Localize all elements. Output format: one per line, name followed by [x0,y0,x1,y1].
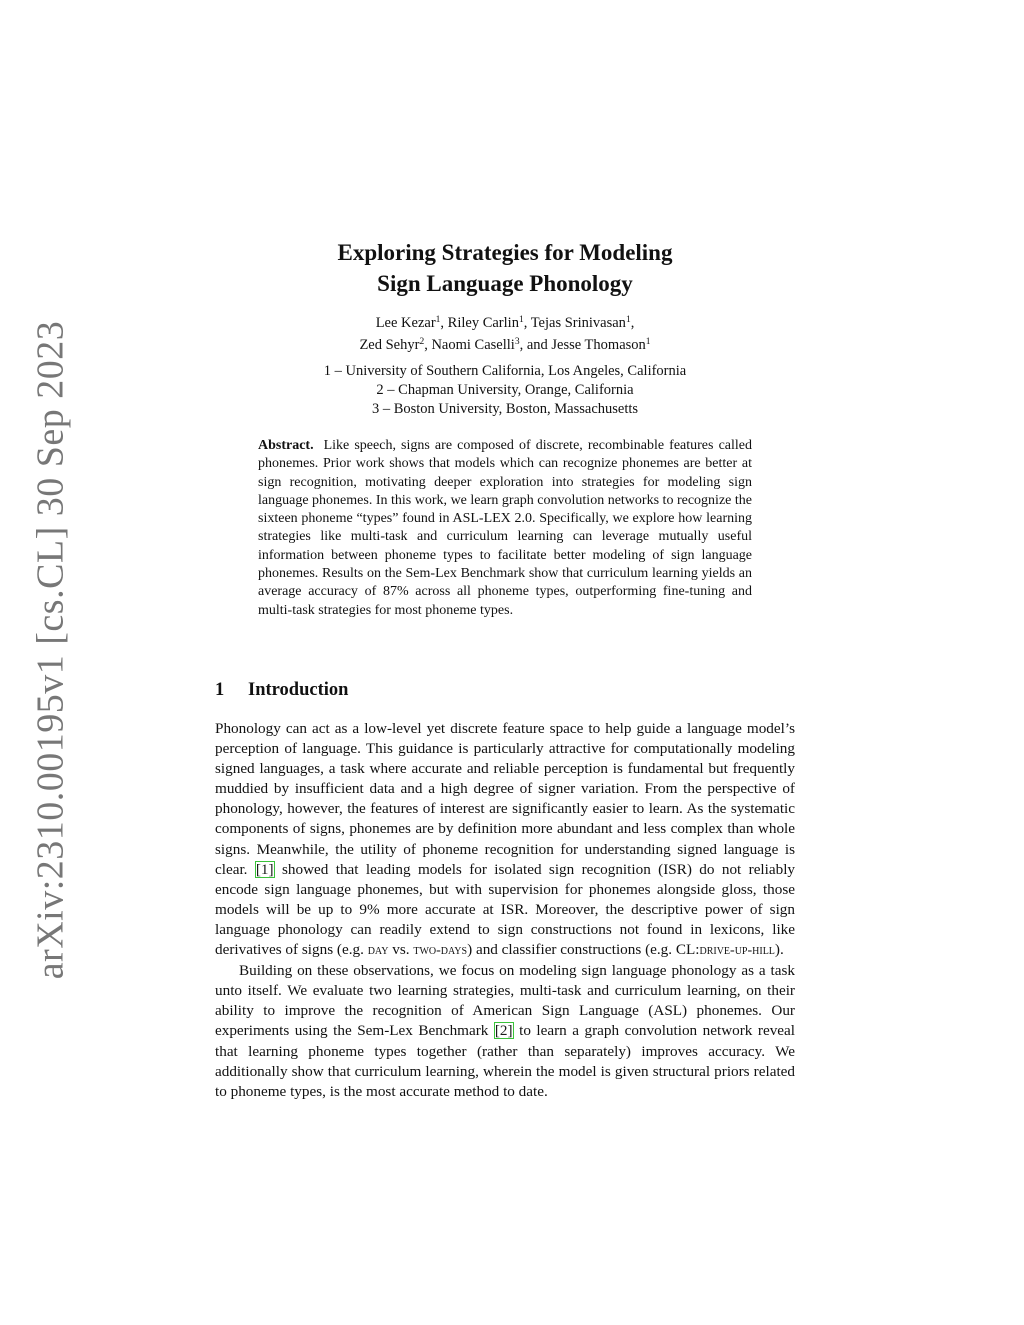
paragraph [215,961,795,1102]
author-name: Zed Sehyr [359,337,420,353]
paragraph-text: ) and classifier constructions (e.g. CL: [467,941,700,959]
author-name: Tejas Srinivasan [530,315,626,331]
author-separator: , [523,315,531,331]
paragraph-text: ). [774,941,784,959]
author-separator: , [519,337,527,353]
author-line-1 [215,311,795,333]
citation-link[interactable]: [2] [494,1022,513,1040]
author-name: Naomi Caselli [431,337,515,353]
gloss-smallcaps: day [367,943,389,959]
abstract-text: Like speech, signs are composed of discrete, recombinable features called phonemes. Prior work shows that models which can recognize phonemes are better at sign recognition, motivating deeper exploration into strategies for modeling sign language phonemes. In this work, we learn graph convolution networks to recognize the sixteen phoneme “types” found in ASL-LEX 2.0. Specifically, we explore how learning strategies like multi-task and curriculum learning can leverage mutually useful information between phoneme types to facilitate better modeling of sign language phonemes. Results on the Sem-Lex Benchmark show that curriculum learning yields an average accuracy of 87% across all phoneme types, outperforming fine-tuning and multi-task strategies for most phoneme types. [258,438,752,618]
paragraph-text: vs. [392,941,410,959]
affiliation-item: 3 – Boston University, Boston, Massachusetts [371,401,639,417]
paragraph [215,719,795,961]
paper-title [215,237,795,299]
affiliation-marker: 1 [625,315,631,325]
section-number: 1 [215,680,225,700]
author-separator: , [424,337,432,353]
affiliation-marker: 1 [435,315,441,325]
affiliation-marker: 1 [645,337,651,347]
section-title-text: Introduction [248,680,349,700]
abstract [258,437,752,620]
arxiv-id-text: arXiv:2310.00195v1 [cs.CL] 30 Sep 2023 [29,320,72,980]
affiliation-marker: 2 [419,337,425,347]
section-heading [215,680,348,701]
citation-link[interactable]: [1] [255,860,274,878]
author-name: Lee Kezar [375,315,436,331]
author-name: Riley Carlin [447,315,519,331]
author-separator: , [440,315,448,331]
title-line-2: Sign Language Phonology [377,271,633,296]
introduction-body [215,719,795,1102]
affiliation-list [215,362,795,419]
arxiv-identifier-stamp [20,320,80,980]
affiliation-marker: 3 [514,337,520,347]
author-list [215,311,795,355]
gloss-smallcaps: two-days [413,943,468,959]
gloss-smallcaps: drive-up-hill [699,943,775,959]
paragraph-text: Building on these observations, we focus on modeling sign language phonology as a task unto itself. We evaluate two learning strategies, multi-task and curriculum learning, on their ability to improve the recognition of American Sign Language (ASL) phonemes. Our experiments using the Sem-Lex Benchmark [215,962,795,1040]
affiliation-marker: 1 [518,315,524,325]
affiliation-item: 1 – University of Southern California, Los Angeles, California [323,363,687,379]
paragraph-text: to learn a graph convolution network reveal that learning phoneme types together (rather than separately) improves accuracy. We additionally show that curriculum learning, wherein the model is given structural priors related to phoneme types, is the most accurate method to date. [215,1022,795,1100]
title-line-1: Exploring Strategies for Modeling [337,240,673,265]
paragraph-text: Phonology can act as a low-level yet discrete feature space to help guide a language model’s perception of language. This guidance is particularly attractive for computationally modeling signed languages, a task where accurate and reliable perception is fundamental but frequently muddied by insufficient data and a high degree of signer variation. From the perspective of phonology, however, the features of interest are significantly easier to learn. As the systematic components of signs, phonemes are by definition more abundant and less complex than whole signs. Meanwhile, the utility of phoneme recognition for understanding signed language is clear. [215,720,795,878]
paragraph-text: showed that leading models for isolated sign recognition (ISR) do not reliably encode sign language phonemes, but with supervision for phonemes alongside gloss, those models will be up to 9% more accurate at ISR. Moreover, the descriptive power of sign language phonology can readily extend to sign constructions not found in lexicons, like derivatives of signs (e.g. [215,860,796,959]
author-separator: , [630,315,635,331]
abstract-label: Abstract. [258,438,314,453]
author-name: and Jesse Thomason [526,337,646,353]
author-line-2 [215,333,795,355]
affiliation-item: 2 – Chapman University, Orange, California [376,382,634,398]
